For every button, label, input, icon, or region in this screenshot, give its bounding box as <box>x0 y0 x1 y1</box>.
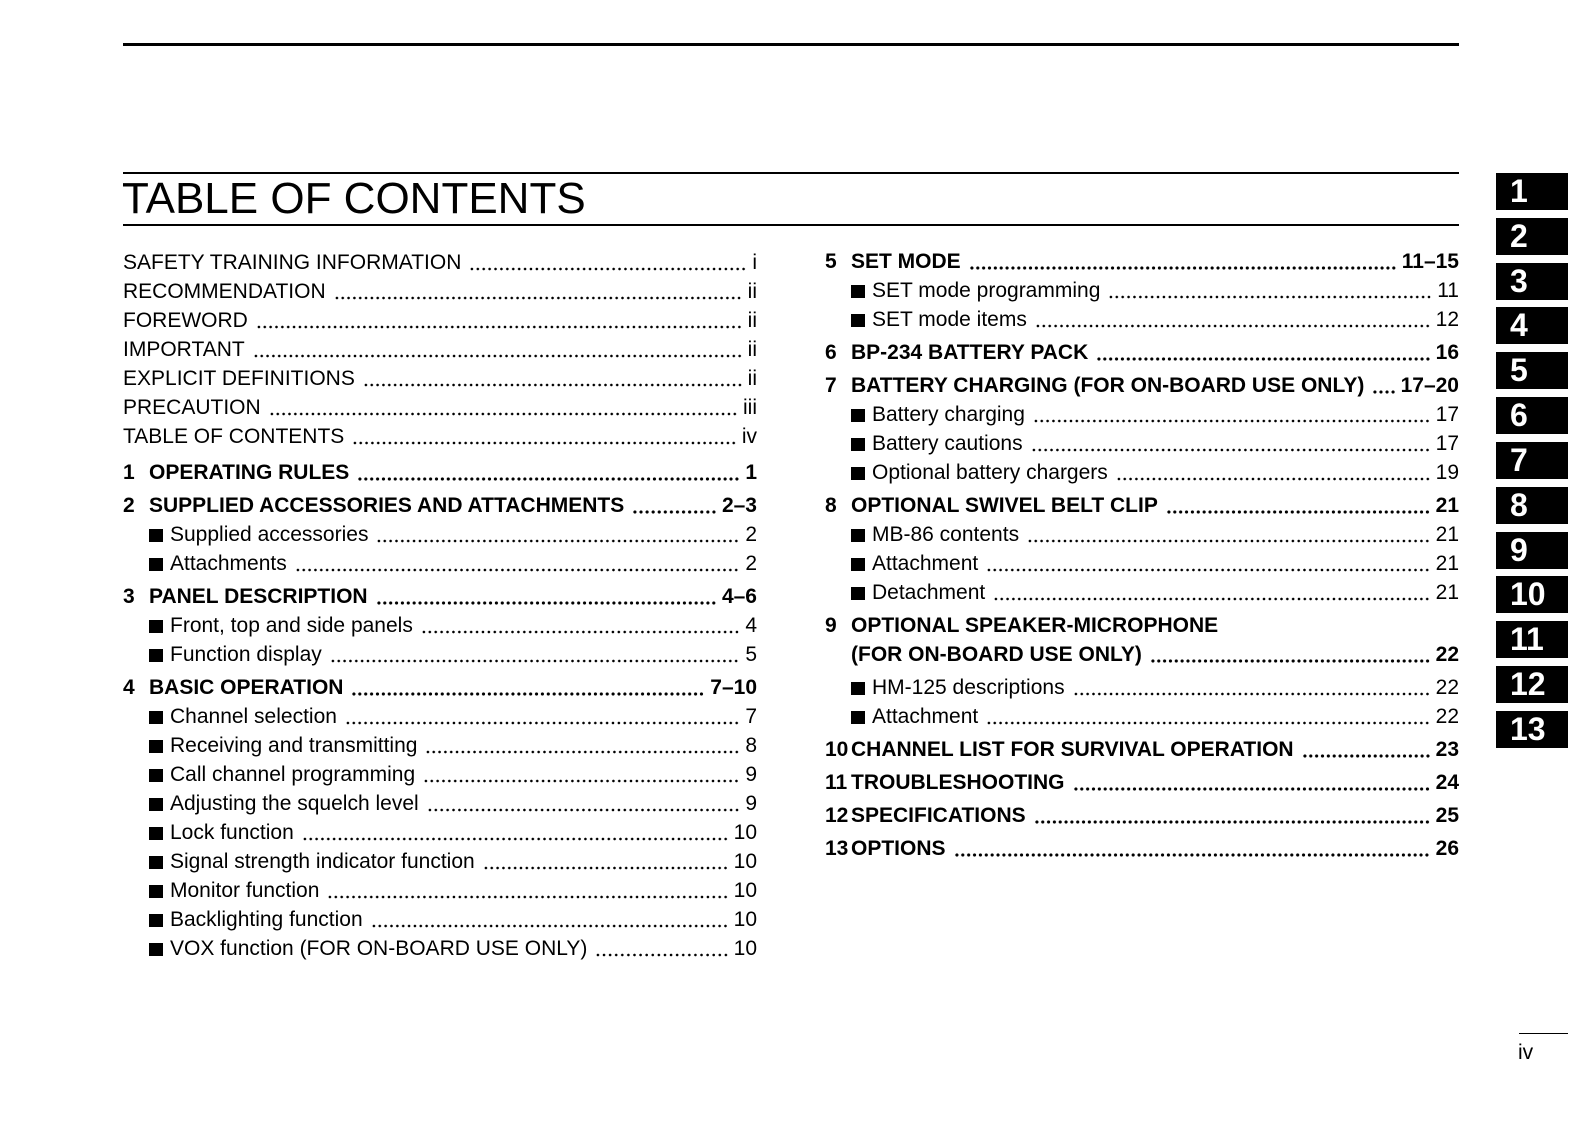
toc-chapter-entry <box>123 458 757 487</box>
toc-section-entry <box>123 847 757 876</box>
dot-leader <box>376 520 740 549</box>
chapter-tab <box>1496 352 1568 389</box>
square-bullet-icon <box>149 711 163 724</box>
section-label: Optional battery chargers <box>872 461 1108 484</box>
chapter-title: OPTIONS <box>851 837 946 860</box>
chapter-number: 2 <box>123 494 135 517</box>
dot-leader <box>969 247 1397 276</box>
dot-leader <box>352 422 737 451</box>
toc-section-entry <box>825 578 1459 607</box>
entry-page-number: 21 <box>1435 523 1459 546</box>
dot-leader <box>1302 735 1431 764</box>
toc-entry <box>123 393 757 422</box>
dot-leader <box>1116 458 1431 487</box>
section-label: Backlighting function <box>170 908 363 931</box>
section-label: Supplied accessories <box>170 523 369 546</box>
toc-section-entry <box>123 789 757 818</box>
chapter-tab <box>1496 263 1568 300</box>
chapter-tab-number: 3 <box>1510 262 1528 299</box>
entry-page-number: 17 <box>1435 432 1459 455</box>
chapter-tab-number: 8 <box>1510 486 1528 523</box>
chapter-tab-number: 6 <box>1510 397 1528 434</box>
dot-leader <box>986 702 1430 731</box>
chapter-page-range: 23 <box>1435 738 1459 761</box>
chapter-title: BP-234 BATTERY PACK <box>851 341 1089 364</box>
entry-label: FOREWORD <box>123 309 248 332</box>
chapter-number: 1 <box>123 461 135 484</box>
chapter-title: OPERATING RULES <box>149 461 350 484</box>
chapter-number: 7 <box>825 374 837 397</box>
toc-section-entry <box>123 760 757 789</box>
chapter-number: 13 <box>825 837 849 860</box>
toc-chapter-entry <box>825 735 1459 764</box>
chapter-page-range: 22 <box>1435 643 1459 666</box>
entry-page-number: 8 <box>745 734 757 757</box>
chapter-title: CHANNEL LIST FOR SURVIVAL OPERATION <box>851 738 1294 761</box>
section-label: MB-86 contents <box>872 523 1020 546</box>
square-bullet-icon <box>149 885 163 898</box>
dot-leader <box>334 277 743 306</box>
chapter-tab-number: 7 <box>1510 441 1528 478</box>
chapter-tab-number: 9 <box>1510 531 1528 568</box>
square-bullet-icon <box>851 587 865 600</box>
section-label: SET mode programming <box>872 279 1101 302</box>
entry-page-number: 22 <box>1435 676 1459 699</box>
square-bullet-icon <box>851 529 865 542</box>
entry-page-number: 2 <box>745 523 757 546</box>
chapter-tab <box>1496 711 1568 748</box>
section-label: VOX function (FOR ON-BOARD USE ONLY) <box>170 937 588 960</box>
dot-leader <box>993 578 1430 607</box>
dot-leader <box>1372 371 1395 400</box>
square-bullet-icon <box>149 649 163 662</box>
dot-leader <box>469 248 747 277</box>
toc-section-entry <box>123 876 757 905</box>
entry-page-number: ii <box>747 280 757 303</box>
dot-leader <box>253 335 743 364</box>
chapter-tab <box>1496 621 1568 658</box>
section-label: Monitor function <box>170 879 320 902</box>
toc-entry <box>123 306 757 335</box>
toc-section-entry <box>825 305 1459 334</box>
entry-page-number: ii <box>747 338 757 361</box>
chapter-page-range: 2–3 <box>721 494 757 517</box>
chapter-page-range: 21 <box>1435 494 1459 517</box>
toc-entry <box>123 364 757 393</box>
chapter-tab-number: 11 <box>1510 621 1544 658</box>
toc-section-entry <box>123 640 757 669</box>
square-bullet-icon <box>149 798 163 811</box>
chapter-page-range: 7–10 <box>710 676 757 699</box>
entry-page-number: 10 <box>733 850 757 873</box>
section-label: Call channel programming <box>170 763 416 786</box>
chapter-number: 5 <box>825 250 837 273</box>
entry-label: TABLE OF CONTENTS <box>123 425 345 448</box>
toc-section-entry <box>123 520 757 549</box>
dot-leader <box>421 611 740 640</box>
chapter-tab-number: 4 <box>1510 307 1528 344</box>
entry-label: IMPORTANT <box>123 338 245 361</box>
entry-label: SAFETY TRAINING INFORMATION <box>123 251 462 274</box>
toc-section-entry <box>123 702 757 731</box>
section-label: Receiving and transmitting <box>170 734 418 757</box>
dot-leader <box>1150 640 1431 669</box>
chapter-tab-number: 5 <box>1510 352 1528 389</box>
chapter-page-range: 17–20 <box>1400 374 1459 397</box>
footer-page-number: iv <box>1518 1041 1534 1064</box>
entry-page-number: 5 <box>745 643 757 666</box>
entry-page-number: 11 <box>1437 279 1459 302</box>
dot-leader <box>1034 801 1431 830</box>
dot-leader <box>327 876 728 905</box>
toc-section-entry <box>825 702 1459 731</box>
chapter-tab <box>1496 442 1568 479</box>
dot-leader <box>351 673 705 702</box>
entry-page-number: 21 <box>1435 552 1459 575</box>
entry-label: PRECAUTION <box>123 396 261 419</box>
dot-leader <box>1033 400 1431 429</box>
dot-leader <box>1035 305 1431 334</box>
dot-leader <box>1031 429 1431 458</box>
chapter-title-continuation: (FOR ON-BOARD USE ONLY) <box>851 643 1142 666</box>
entry-page-number: 12 <box>1435 308 1459 331</box>
dot-leader <box>1027 520 1431 549</box>
toc-column-right <box>825 247 1459 863</box>
section-label: Function display <box>170 643 322 666</box>
dot-leader <box>1073 768 1431 797</box>
section-label: Lock function <box>170 821 294 844</box>
square-bullet-icon <box>149 827 163 840</box>
chapter-tab-number: 12 <box>1510 666 1546 703</box>
dot-leader <box>632 491 717 520</box>
entry-page-number: 22 <box>1435 705 1459 728</box>
chapter-tab <box>1496 576 1568 613</box>
section-label: HM-125 descriptions <box>872 676 1065 699</box>
dot-leader <box>302 818 729 847</box>
toc-section-entry <box>123 731 757 760</box>
chapter-page-range: 16 <box>1435 341 1459 364</box>
chapter-tab-number: 13 <box>1510 710 1546 747</box>
square-bullet-icon <box>149 914 163 927</box>
entry-page-number: 17 <box>1435 403 1459 426</box>
dot-leader <box>357 458 740 487</box>
toc-section-entry <box>825 549 1459 578</box>
chapter-tab-number: 2 <box>1510 217 1528 254</box>
entry-label: RECOMMENDATION <box>123 280 326 303</box>
toc-chapter-entry <box>123 491 757 520</box>
toc-chapter-entry-continuation <box>825 640 1459 669</box>
square-bullet-icon <box>851 711 865 724</box>
page-title: TABLE OF CONTENTS <box>122 174 586 223</box>
section-label: Adjusting the squelch level <box>170 792 419 815</box>
chapter-page-range: 24 <box>1435 771 1459 794</box>
dot-leader <box>423 760 740 789</box>
entry-page-number: 2 <box>745 552 757 575</box>
section-label: Detachment <box>872 581 986 604</box>
dot-leader <box>425 731 740 760</box>
square-bullet-icon <box>149 740 163 753</box>
chapter-title: SET MODE <box>851 250 961 273</box>
square-bullet-icon <box>851 558 865 571</box>
chapter-title: PANEL DESCRIPTION <box>149 585 368 608</box>
dot-leader <box>986 549 1430 578</box>
dot-leader <box>330 640 741 669</box>
chapter-tab-number: 1 <box>1510 173 1528 209</box>
entry-page-number: iv <box>741 425 757 448</box>
chapter-number: 9 <box>825 614 837 637</box>
chapter-page-range: 4–6 <box>721 585 757 608</box>
square-bullet-icon <box>149 620 163 633</box>
entry-page-number: ii <box>747 309 757 332</box>
square-bullet-icon <box>851 438 865 451</box>
chapter-title: OPTIONAL SWIVEL BELT CLIP <box>851 494 1158 517</box>
dot-leader <box>269 393 738 422</box>
section-label: Front, top and side panels <box>170 614 413 637</box>
dot-leader <box>1096 338 1430 367</box>
entry-page-number: i <box>752 251 757 274</box>
section-label: SET mode items <box>872 308 1027 331</box>
toc-chapter-entry <box>825 768 1459 797</box>
toc-entry <box>123 277 757 306</box>
toc-chapter-entry <box>825 338 1459 367</box>
toc-section-entry <box>825 429 1459 458</box>
toc-section-entry <box>825 673 1459 702</box>
chapter-title: BATTERY CHARGING (FOR ON-BOARD USE ONLY) <box>851 374 1365 397</box>
square-bullet-icon <box>851 409 865 422</box>
entry-page-number: 7 <box>745 705 757 728</box>
chapter-number: 11 <box>825 771 848 794</box>
square-bullet-icon <box>149 856 163 869</box>
entry-page-number: 10 <box>733 937 757 960</box>
section-label: Channel selection <box>170 705 337 728</box>
chapter-tab <box>1496 307 1568 344</box>
dot-leader <box>1166 491 1431 520</box>
chapter-title: SPECIFICATIONS <box>851 804 1026 827</box>
toc-entry <box>123 335 757 364</box>
chapter-tab <box>1496 532 1568 569</box>
chapter-number: 10 <box>825 738 849 761</box>
chapter-tab <box>1496 487 1568 524</box>
dot-leader <box>376 582 717 611</box>
chapter-tab <box>1496 218 1568 255</box>
chapter-tab-number: 10 <box>1510 576 1546 613</box>
entry-label: EXPLICIT DEFINITIONS <box>123 367 355 390</box>
chapter-title: TROUBLESHOOTING <box>851 771 1065 794</box>
dot-leader <box>256 306 743 335</box>
chapter-tab <box>1496 173 1568 210</box>
toc-section-entry <box>123 905 757 934</box>
toc-entry <box>123 248 757 277</box>
entry-page-number: 19 <box>1435 461 1459 484</box>
title-rule-bottom <box>123 224 1459 226</box>
chapter-title: SUPPLIED ACCESSORIES AND ATTACHMENTS <box>149 494 625 517</box>
toc-column-left <box>123 248 757 963</box>
section-label: Attachments <box>170 552 287 575</box>
entry-page-number: 21 <box>1435 581 1459 604</box>
footer-rule <box>1519 1033 1568 1034</box>
square-bullet-icon <box>851 467 865 480</box>
section-label: Battery charging <box>872 403 1025 426</box>
square-bullet-icon <box>149 558 163 571</box>
chapter-number: 6 <box>825 341 837 364</box>
square-bullet-icon <box>851 682 865 695</box>
toc-section-entry <box>123 549 757 578</box>
chapter-number: 8 <box>825 494 837 517</box>
entry-page-number: iii <box>743 396 757 419</box>
dot-leader <box>363 364 743 393</box>
chapter-page-range: 26 <box>1435 837 1459 860</box>
toc-chapter-entry <box>825 371 1459 400</box>
square-bullet-icon <box>851 314 865 327</box>
toc-section-entry <box>825 400 1459 429</box>
chapter-number: 4 <box>123 676 135 699</box>
entry-page-number: 9 <box>745 792 757 815</box>
entry-page-number: 4 <box>745 614 757 637</box>
toc-chapter-entry <box>825 491 1459 520</box>
section-label: Signal strength indicator function <box>170 850 475 873</box>
square-bullet-icon <box>851 285 865 298</box>
square-bullet-icon <box>149 529 163 542</box>
dot-leader <box>1073 673 1431 702</box>
section-label: Attachment <box>872 705 979 728</box>
dot-leader <box>345 702 740 731</box>
toc-chapter-entry <box>123 673 757 702</box>
toc-chapter-entry <box>825 801 1459 830</box>
chapter-page-range: 11–15 <box>1401 250 1459 273</box>
square-bullet-icon <box>149 769 163 782</box>
section-label: Attachment <box>872 552 979 575</box>
dot-leader <box>427 789 741 818</box>
header-rule <box>123 43 1459 46</box>
entry-page-number: 10 <box>733 908 757 931</box>
toc-chapter-entry <box>825 611 1459 640</box>
chapter-number: 3 <box>123 585 135 608</box>
square-bullet-icon <box>149 943 163 956</box>
toc-chapter-entry <box>825 247 1459 276</box>
toc-section-entry <box>123 611 757 640</box>
dot-leader <box>295 549 741 578</box>
entry-page-number: 9 <box>745 763 757 786</box>
toc-section-entry <box>825 276 1459 305</box>
chapter-number: 12 <box>825 804 849 827</box>
chapter-title: OPTIONAL SPEAKER-MICROPHONE <box>851 614 1219 637</box>
chapter-page-range: 1 <box>745 461 757 484</box>
entry-page-number: 10 <box>733 821 757 844</box>
dot-leader <box>371 905 729 934</box>
toc-entry <box>123 422 757 451</box>
toc-chapter-entry <box>825 834 1459 863</box>
chapter-page-range: 25 <box>1435 804 1459 827</box>
chapter-tab <box>1496 397 1568 434</box>
entry-page-number: 10 <box>733 879 757 902</box>
entry-page-number: ii <box>747 367 757 390</box>
dot-leader <box>483 847 729 876</box>
chapter-tab <box>1496 666 1568 703</box>
chapter-title: BASIC OPERATION <box>149 676 344 699</box>
toc-section-entry <box>123 934 757 963</box>
toc-chapter-entry <box>123 582 757 611</box>
dot-leader <box>954 834 1431 863</box>
chapter-tabs <box>1496 173 1568 748</box>
section-label: Battery cautions <box>872 432 1023 455</box>
dot-leader <box>1108 276 1432 305</box>
dot-leader <box>595 934 728 963</box>
toc-section-entry <box>825 520 1459 549</box>
toc-section-entry <box>825 458 1459 487</box>
toc-section-entry <box>123 818 757 847</box>
